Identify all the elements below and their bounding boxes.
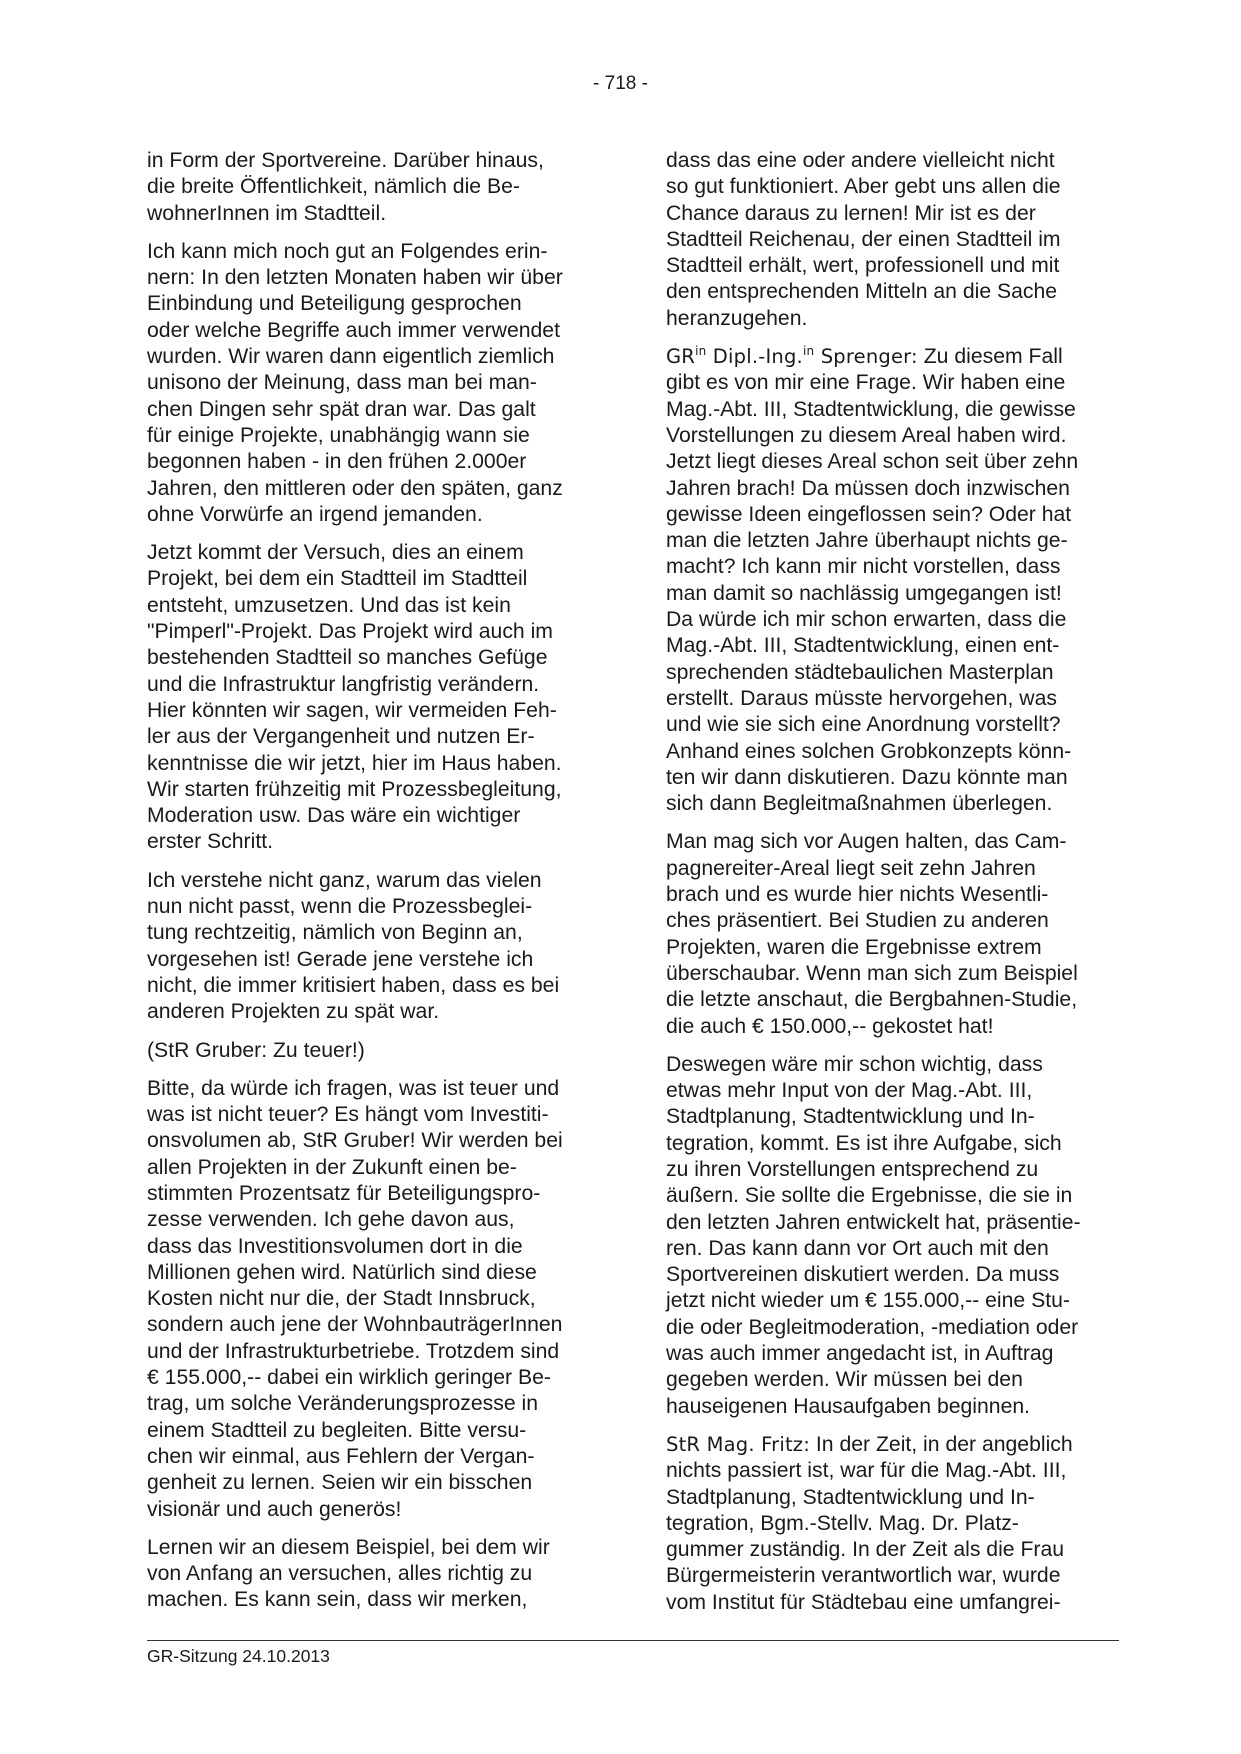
- speaker-suffix: in: [802, 344, 815, 359]
- paragraph: dass das eine oder andere vielleicht nicht so gut funktioniert. Aber gebt uns allen die Chance daraus zu lernen! Mir ist es der Stadtteil Reichenau, der einen Stadtteil im Stadtteil erhält, wert, professionell und mit den entsprechenden Mitteln an die Sache heranzugehen.: [666, 149, 1061, 330]
- speech-paragraph: [666, 1432, 1118, 1616]
- footer-divider: [147, 1640, 1119, 1641]
- speaker-surname: Sprenger:: [814, 345, 918, 369]
- speech-text: Zu diesem Fall gibt es von mir eine Frage. Wir haben eine Mag.-Abt. III, Stadtentwicklung, die gewisse Vorstellungen zu diesem Areal haben wird. Jetzt liegt dieses Areal schon seit über zehn Jahren brach! Da müssen doch inzwischen gewisse Ideen eingeflossen sein? Oder hat man die letzten Jahre überhaupt nichts ge- macht? Ich kann mir nicht vorstellen, dass man damit so nachlässig umgegangen ist! Da würde ich mir schon erwarten, dass die Mag.-Abt. III, Stadtentwicklung, einen ent- sprechenden städtebaulichen Masterplan erstellt. Daraus müsste hervorgehen, was und wie sie sich eine Anordnung vorstellt? Anhand eines solchen Grobkonzepts könn- ten wir dann diskutieren. Dazu könnte man sich dann Begleitmaßnahmen überlegen.: [666, 345, 1079, 816]
- paragraph: Deswegen wäre mir schon wichtig, dass etwas mehr Input von der Mag.-Abt. III, Stadtplanung, Stadtentwicklung und In- tegration, kommt. Es ist ihre Aufgabe, sich zu ihren Vorstellungen entsprechend zu äußern. Sie sollte die Ergebnisse, die sie in den letzten Jahren entwickelt hat, präsentie- ren. Das kann dann vor Ort auch mit den Sportvereinen diskutiert werden. Da muss jetzt nicht wieder um € 155.000,-- eine Stu- die oder Begleitmoderation, -mediation oder was auch immer angedacht ist, in Auftrag gegeben werden. Wir müssen bei den hauseigenen Hausaufgaben beginnen.: [666, 1052, 1081, 1418]
- speaker-gr: GR: [666, 345, 696, 369]
- speaker-name: StR Mag. Fritz:: [666, 1432, 811, 1456]
- paragraph: Man mag sich vor Augen halten, das Cam- pagnereiter-Areal liegt seit zehn Jahren brach und es wurde hier nichts Wesentli- ches präsentiert. Bei Studien zu anderen Projekten, waren die Ergebnisse extrem überschaubar. Wenn man sich zum Beispiel die letzte anschaut, die Bergbahnen-Studie, die auch € 150.000,-- gekostet hat!: [666, 830, 1078, 1038]
- paragraph: Ich kann mich noch gut an Folgendes erin- nern: In den letzten Monaten haben wir über Einbindung und Beteiligung gesprochen oder welche Begriffe auch immer verwendet wurden. Wir waren dann eigentlich ziemlich unisono der Meinung, dass man bei man- chen Dingen sehr spät dran war. Das galt für einige Projekte, unabhängig wann sie begonnen haben - in den frühen 2.000er Jahren, den mittleren oder den späten, ganz ohne Vorwürfe an irgend jemanden.: [147, 239, 563, 526]
- paragraph: Lernen wir an diesem Beispiel, bei dem wir von Anfang an versuchen, alles richtig zu machen. Es kann sein, dass wir merken,: [147, 1535, 550, 1612]
- paragraph: Jetzt kommt der Versuch, dies an einem Projekt, bei dem ein Stadtteil im Stadtteil entsteht, umzusetzen. Und das ist kein "Pimperl"-Projekt. Das Projekt wird auch im bestehenden Stadtteil so manches Gefüge und die Infrastruktur langfristig verändern. Hier könnten wir sagen, wir vermeiden Feh- ler aus der Vergangenheit und nutzen Er- kenntnisse die wir jetzt, hier im Haus haben. Wir starten frühzeitig mit Prozessbegleitung, Moderation usw. Das wäre ein wichtiger erster Schritt.: [147, 541, 562, 854]
- right-column: [666, 148, 1118, 1628]
- paragraph: Ich verstehe nicht ganz, warum das vielen nun nicht passt, wenn die Prozessbeglei- tung rechtzeitig, nämlich von Beginn an, vorgesehen ist! Gerade jene verstehe ich nicht, die immer kritisiert haben, dass es bei anderen Projekten zu spät war.: [147, 868, 560, 1024]
- footer-session-date: GR-Sitzung 24.10.2013: [147, 1646, 330, 1666]
- speaker-title: Dipl.-Ing.: [706, 345, 803, 369]
- speaker-suffix: in: [695, 344, 707, 359]
- page-number: - 718 -: [593, 73, 648, 94]
- speaker-name: [666, 345, 918, 368]
- speech-paragraph: [666, 344, 1118, 817]
- speech-text: In der Zeit, in der angeblich nichts passiert ist, war für die Mag.-Abt. III, Stadtplanung, Stadtentwicklung und In- tegration, Bgm.-Stellv. Mag. Dr. Platz- gummer zuständig. In der Zeit als die Frau Bürgermeisterin verantwortlich war, wurde vom Institut für Städtebau eine umfangrei-: [666, 1432, 1073, 1614]
- paragraph: in Form der Sportvereine. Darüber hinaus, die breite Öffentlichkeit, nämlich die Be- wohnerInnen im Stadtteil.: [147, 149, 544, 225]
- paragraph: Bitte, da würde ich fragen, was ist teuer und was ist nicht teuer? Es hängt vom Investiti- onsvolumen ab, StR Gruber! Wir werden bei allen Projekten in der Zukunft einen be- stimmten Prozentsatz für Beteiligungspro- zesse verwenden. Ich gehe davon aus, dass das Investitionsvolumen dort in die Millionen gehen wird. Natürlich sind diese Kosten nicht nur die, der Stadt Innsbruck, sondern auch jene der WohnbauträgerInnen und der Infrastrukturbetriebe. Trotzdem sind € 155.000,-- dabei ein wirklich geringer Be- trag, um solche Veränderungsprozesse in einem Stadtteil zu begleiten. Bitte versu- chen wir einmal, aus Fehlern der Vergan- genheit zu lernen. Seien wir ein bisschen visionär und auch generös!: [147, 1076, 563, 1521]
- interjection: (StR Gruber: Zu teuer!): [147, 1038, 365, 1062]
- left-column: [147, 148, 599, 1626]
